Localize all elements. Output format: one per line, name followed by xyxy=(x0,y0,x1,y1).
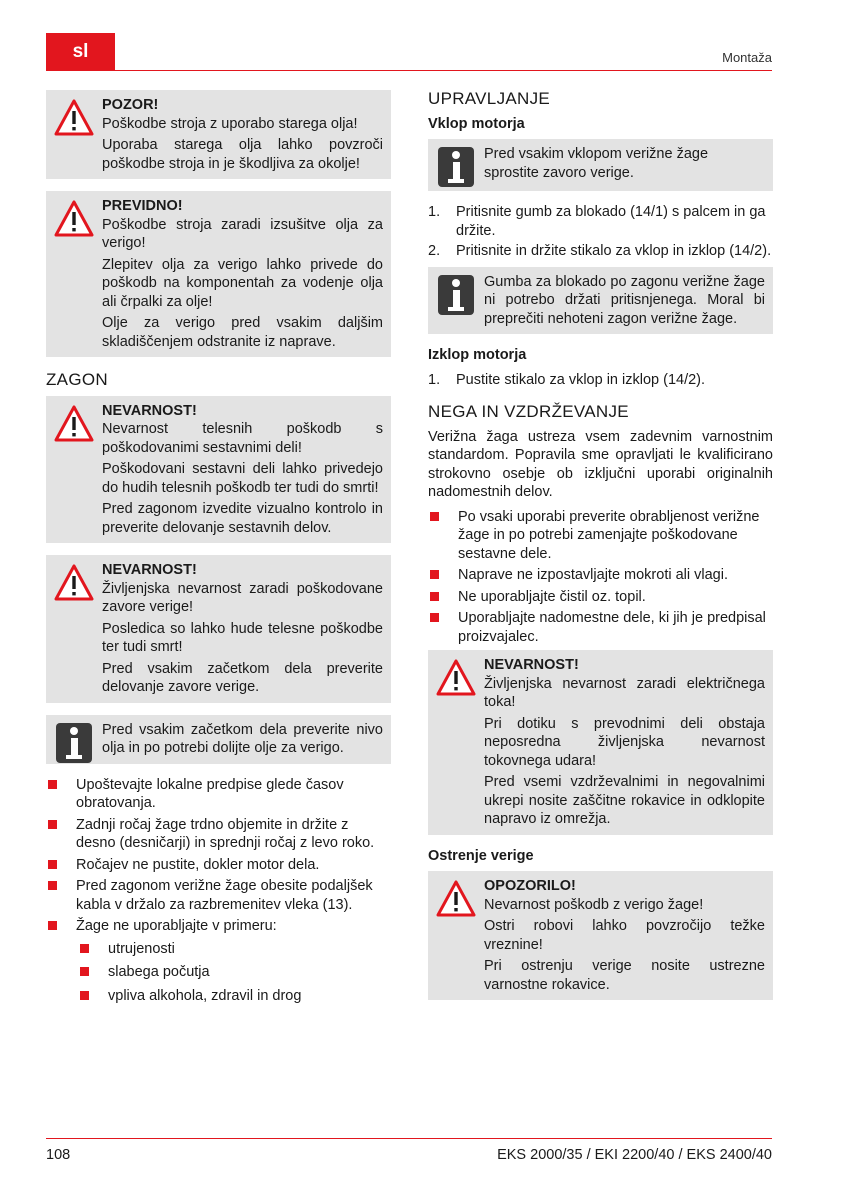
list-item: Uporabljajte nadomestne dele, ki jih je predpisal proizvajalec. xyxy=(428,609,773,646)
steps-off xyxy=(428,371,773,390)
notice-text: Poškodovani sestavni deli lahko privedejo do hudih telesnih poškodb ter tudi do smrti! xyxy=(102,461,383,496)
list-item: Žage ne uporabljajte v primeru: xyxy=(46,917,391,936)
list-item: 1. Pustite stikalo za vklop in izklop (14/2). xyxy=(428,371,706,388)
bullet-square-icon xyxy=(430,613,439,622)
notice-text: Uporaba starega olja lahko povzroči poškodbe stroja in je škodljiva za okolje! xyxy=(102,137,383,172)
list-item: Po vsaki uporabi preverite obrabljenost verižne žage in po potrebi zamenjajte poškodovane sestavne dele. xyxy=(428,508,773,564)
notice-nevarnost-2 xyxy=(46,555,391,703)
notice-text: Poškodbe stroja z uporabo starega olja! xyxy=(102,115,358,132)
list-item: vpliva alkohola, zdravil in drog xyxy=(78,987,391,1006)
warning-icon xyxy=(54,199,94,239)
heading-zagon: ZAGON xyxy=(46,370,108,389)
bullet-square-icon xyxy=(48,921,57,930)
footer-rule xyxy=(46,1138,772,1139)
notice-text: Ostri robovi lahko povzročijo težke vreznine! xyxy=(484,918,765,953)
bullet-square-icon xyxy=(80,944,89,953)
notice-text: Pri dotiku s prevodnimi deli obstaja neposredna življenjska nevarnost tokovnega udara! xyxy=(484,715,765,769)
steps-on xyxy=(428,203,773,261)
nega-bullet-list xyxy=(428,508,773,647)
list-item: 1. Pritisnite gumb za blokado (14/1) s palcem in ga držite. xyxy=(428,204,766,239)
heading-upravljanje: UPRAVLJANJE xyxy=(428,89,551,108)
notice-pozor xyxy=(46,90,391,179)
notice-text: Nevarnost poškodb z verigo žage! xyxy=(484,896,704,913)
notice-opozorilo xyxy=(428,871,773,1000)
list-item: Naprave ne izpostavljajte mokroti ali vlagi. xyxy=(428,566,773,585)
page-number: 108 xyxy=(46,1147,71,1163)
list-item: utrujenosti xyxy=(78,940,391,959)
notice-text: Zlepitev olja za verigo lahko privede do poškodb na komponentah za vodenje olja ali črpalki za olje! xyxy=(102,256,383,310)
language-tab: sl xyxy=(46,33,115,71)
zagon-sub-list xyxy=(46,940,391,1006)
header-rule xyxy=(115,70,772,71)
notice-title: NEVARNOST! xyxy=(102,402,197,419)
bullet-square-icon xyxy=(430,570,439,579)
notice-text: Pred zagonom izvedite vizualno kontrolo in preverite delovanje sestavnih delov. xyxy=(102,501,383,536)
list-item: Ne uporabljajte čistil oz. topil. xyxy=(428,588,773,607)
warning-icon xyxy=(54,563,94,603)
warning-icon xyxy=(436,879,476,919)
info-text: Pred vsakim začetkom dela preverite nivo olja in po potrebi dolijte olje za verigo. xyxy=(102,721,383,756)
notice-title: NEVARNOST! xyxy=(484,657,579,673)
list-item: Zadnji ročaj žage trdno objemite in držite z desno (desničarji) in sprednji ročaj z levo roko. xyxy=(46,816,391,853)
nega-paragraph: Verižna žaga ustreza vsem zadevnim varnostnim standardom. Popravila sme opravljati le kvalificirano strokovno osebje ob izključni uporabi originalnih nadomestnih delov. xyxy=(428,428,773,500)
notice-text: Olje za verigo pred vsakim daljšim skladiščenjem odstranite iz naprave. xyxy=(102,315,383,350)
notice-text: Življenjska nevarnost zaradi poškodovane zavore verige! xyxy=(102,580,383,615)
notice-text: Pred vsakim začetkom dela preverite delovanje zavore verige. xyxy=(102,660,383,695)
heading-nega: NEGA IN VZDRŽEVANJE xyxy=(428,402,629,421)
info-icon xyxy=(56,723,92,763)
notice-text: Življenjska nevarnost zaradi električnega toka! xyxy=(484,675,765,710)
notice-text: Pri ostrenju verige nosite ustrezne varnostne rokavice. xyxy=(484,958,765,993)
left-column xyxy=(46,90,391,1010)
warning-icon xyxy=(436,658,476,698)
notice-nevarnost-3 xyxy=(428,650,773,835)
section-title: Montaža xyxy=(722,50,772,65)
bullet-square-icon xyxy=(80,991,89,1000)
notice-text: Nevarnost telesnih poškodb s poškodovanimi sestavnimi deli! xyxy=(102,421,383,456)
list-item: 2. Pritisnite in držite stikalo za vklop in izklop (14/2). xyxy=(428,243,772,259)
subheading-izklop: Izklop motorja xyxy=(428,347,527,363)
info-note-lock xyxy=(428,267,773,335)
info-icon xyxy=(438,275,474,315)
model-designation: EKS 2000/35 / EKI 2200/40 / EKS 2400/40 xyxy=(497,1147,772,1163)
bullet-square-icon xyxy=(48,860,57,869)
info-icon xyxy=(438,147,474,187)
notice-title: NEVARNOST! xyxy=(102,562,197,578)
notice-nevarnost-1 xyxy=(46,396,391,544)
notice-previdno xyxy=(46,191,391,357)
info-text: Gumba za blokado po zagonu verižne žage ni potrebo držati pritisnjenega. Moral bi preprečiti nehoteni zagon verižne žage. xyxy=(484,273,765,327)
warning-icon xyxy=(54,404,94,444)
notice-text: Poškodbe stroja zaradi izsušitve olja za verigo! xyxy=(102,216,383,251)
bullet-square-icon xyxy=(48,881,57,890)
right-column xyxy=(428,90,773,1012)
bullet-square-icon xyxy=(80,967,89,976)
notice-title: OPOZORILO! xyxy=(484,878,576,894)
bullet-square-icon xyxy=(430,592,439,601)
list-item: Ročajev ne pustite, dokler motor dela. xyxy=(46,856,391,875)
notice-text: Posledica so lahko hude telesne poškodbe ter tudi smrt! xyxy=(102,620,383,655)
bullet-square-icon xyxy=(48,820,57,829)
list-item: slabega počutja xyxy=(78,963,391,982)
list-item: Upoštevajte lokalne predpise glede časov obratovanja. xyxy=(46,776,391,813)
bullet-square-icon xyxy=(430,512,439,521)
info-note-brake xyxy=(428,139,773,191)
notice-title: PREVIDNO! xyxy=(102,198,183,214)
list-item: Pred zagonom verižne žage obesite podaljšek kabla v držalo za razbremenitev vleka (13). xyxy=(46,877,391,914)
warning-icon xyxy=(54,98,94,138)
notice-title: POZOR! xyxy=(102,97,159,113)
subheading-vklop: Vklop motorja xyxy=(428,115,525,132)
zagon-bullet-list xyxy=(46,776,391,936)
notice-text: Pred vsemi vzdrževalnimi in negovalnimi ukrepi nosite zaščitne rokavice in odklopite napravo iz omrežja. xyxy=(484,774,765,827)
info-note-oil xyxy=(46,715,391,764)
info-text: Pred vsakim vklopom verižne žage sprostite zavoro verige. xyxy=(484,146,709,181)
bullet-square-icon xyxy=(48,780,57,789)
subheading-ostrenje: Ostrenje verige xyxy=(428,847,534,864)
